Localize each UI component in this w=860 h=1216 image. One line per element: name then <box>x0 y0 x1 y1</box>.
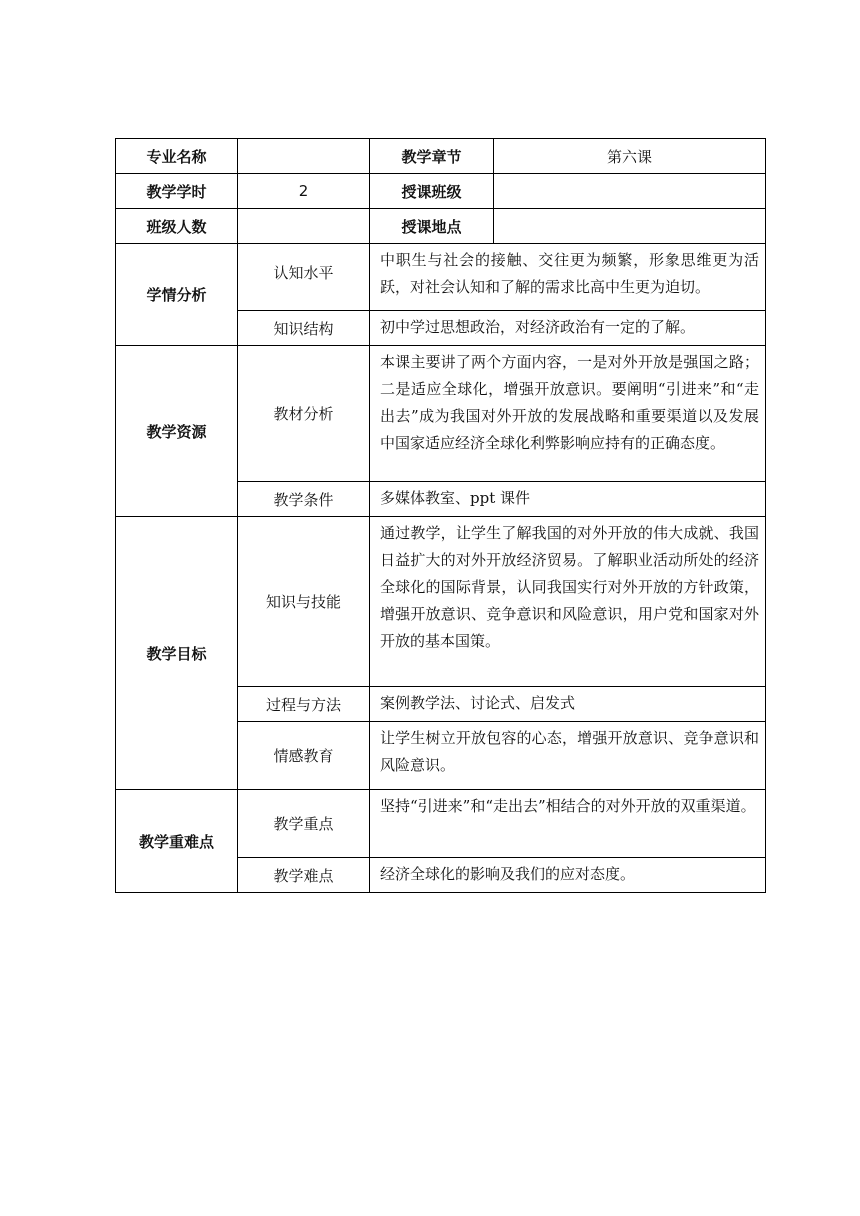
location-value <box>494 209 766 244</box>
skills-label: 知识与技能 <box>238 517 370 687</box>
knowledge-label: 知识结构 <box>238 311 370 346</box>
conditions-text: 多媒体教室、ppt 课件 <box>370 482 766 517</box>
hours-value: 2 <box>238 174 370 209</box>
key-text: 坚持“引进来”和“走出去”相结合的对外开放的双重渠道。 <box>370 790 766 858</box>
situation-label: 学情分析 <box>116 244 238 346</box>
row-major <box>116 139 766 174</box>
count-label: 班级人数 <box>116 209 238 244</box>
skills-text: 通过教学，让学生了解我国的对外开放的伟大成就、我国日益扩大的对外开放经济贸易。了解职业活动所处的经济全球化的国际背景，认同我国实行对外开放的方针政策，增强开放意识、竞争意识和风险意识，用户党和国家对外开放的基本国策。 <box>370 517 766 687</box>
conditions-label: 教学条件 <box>238 482 370 517</box>
row-skills <box>116 517 766 687</box>
objectives-label: 教学目标 <box>116 517 238 790</box>
difficult-text: 经济全球化的影响及我们的应对态度。 <box>370 858 766 893</box>
textbook-label: 教材分析 <box>238 346 370 482</box>
row-key <box>116 790 766 858</box>
emotion-label: 情感教育 <box>238 722 370 790</box>
count-value <box>238 209 370 244</box>
resources-label: 教学资源 <box>116 346 238 517</box>
row-count <box>116 209 766 244</box>
major-label: 专业名称 <box>116 139 238 174</box>
hours-label: 教学学时 <box>116 174 238 209</box>
row-textbook <box>116 346 766 482</box>
chapter-label: 教学章节 <box>370 139 494 174</box>
row-hours <box>116 174 766 209</box>
process-text: 案例教学法、讨论式、启发式 <box>370 687 766 722</box>
chapter-value: 第六课 <box>494 139 766 174</box>
location-label: 授课地点 <box>370 209 494 244</box>
textbook-text: 本课主要讲了两个方面内容，一是对外开放是强国之路；二是适应全球化，增强开放意识。要阐明“引进来”和“走出去”成为我国对外开放的发展战略和重要渠道以及发展中国家适应经济全球化利弊影响应持有的正确态度。 <box>370 346 766 482</box>
row-cognition <box>116 244 766 311</box>
key-points-label: 教学重难点 <box>116 790 238 893</box>
cognition-label: 认知水平 <box>238 244 370 311</box>
class-label: 授课班级 <box>370 174 494 209</box>
knowledge-text: 初中学过思想政治，对经济政治有一定的了解。 <box>370 311 766 346</box>
process-label: 过程与方法 <box>238 687 370 722</box>
cognition-text: 中职生与社会的接触、交往更为频繁，形象思维更为活跃，对社会认知和了解的需求比高中生更为迫切。 <box>370 244 766 311</box>
emotion-text: 让学生树立开放包容的心态，增强开放意识、竞争意识和风险意识。 <box>370 722 766 790</box>
class-value <box>494 174 766 209</box>
lesson-plan-table <box>115 138 766 893</box>
major-value <box>238 139 370 174</box>
difficult-label: 教学难点 <box>238 858 370 893</box>
key-label: 教学重点 <box>238 790 370 858</box>
